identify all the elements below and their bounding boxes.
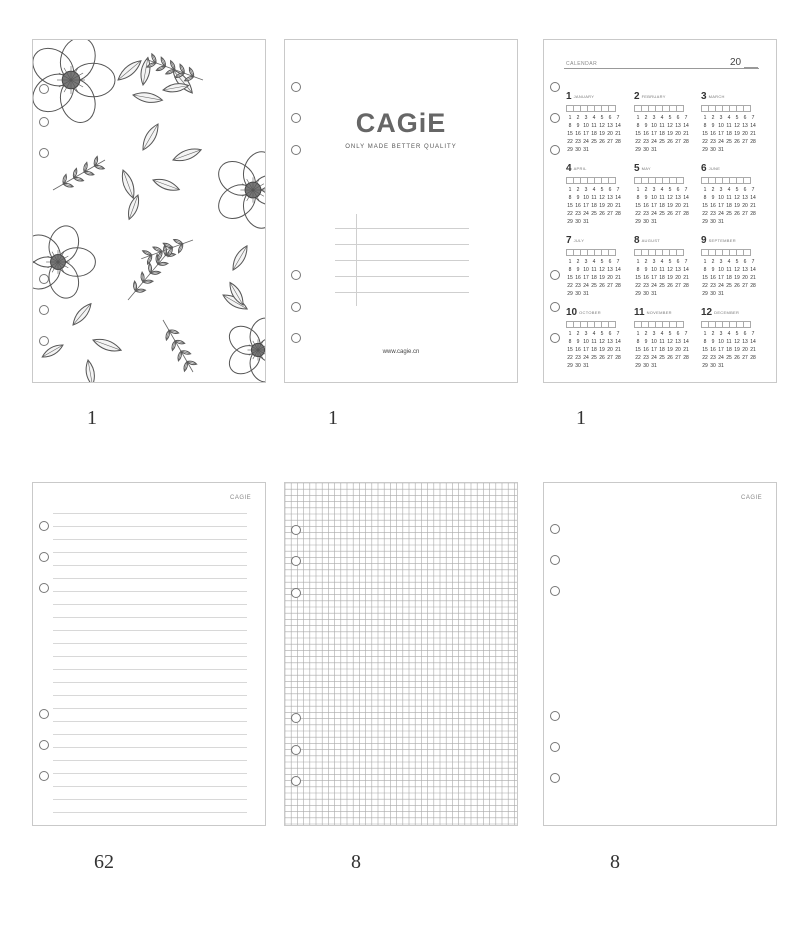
- calendar-month: 12 DECEMBER 1 2 3 4 5 6 7 8 9 10 11 12 13 14 15 16 17 18 19 20 21 22 23 24 25 26 27 28 29 30 31: [701, 307, 756, 369]
- calendar-header-label: CALENDAR: [566, 61, 598, 67]
- count-brand-cover: 1: [328, 407, 338, 429]
- month-number: 9: [701, 235, 707, 246]
- binder-hole-icon: [550, 333, 560, 343]
- binder-hole-icon: [39, 305, 49, 315]
- binder-hole-icon: [550, 773, 560, 783]
- binder-hole-icon: [550, 524, 560, 534]
- month-number: 7: [566, 235, 572, 246]
- month-name: FEBRUARY: [641, 94, 666, 99]
- month-number: 12: [701, 307, 713, 318]
- lined-page: [32, 482, 266, 826]
- binder-hole-icon: [550, 270, 560, 280]
- binder-hole-icon: [291, 270, 301, 280]
- calendar-month: 10 OCTOBER 1 2 3 4 5 6 7 8 9 10 11 12 13 14 15 16 17 18 19 20 21 22 23 24 25 26 27 28 29 30 31: [566, 307, 621, 369]
- calendar-month: 1 JANUARY 1 2 3 4 5 6 7 8 9 10 11 12 13 14 15 16 17 18 19 20 21 22 23 24 25 26 27 28 29 30 31: [566, 91, 621, 153]
- month-number: 5: [634, 163, 640, 174]
- count-grid: 8: [351, 851, 361, 873]
- binder-hole-icon: [291, 776, 301, 786]
- binder-hole-icon: [550, 555, 560, 565]
- floral-cover-page: [32, 39, 266, 383]
- calendar-month: 6 JUNE 1 2 3 4 5 6 7 8 9 10 11 12 13 14 15 16 17 18 19 20 21 22 23 24 25 26 27 28 29 30 31: [701, 163, 756, 225]
- binder-hole-icon: [550, 711, 560, 721]
- month-name: OCTOBER: [579, 310, 601, 315]
- month-name: MARCH: [708, 94, 725, 99]
- binder-hole-icon: [550, 82, 560, 92]
- month-number: 4: [566, 163, 572, 174]
- binder-hole-icon: [39, 583, 49, 593]
- calendar-month: 3 MARCH 1 2 3 4 5 6 7 8 9 10 11 12 13 14 15 16 17 18 19 20 21 22 23 24 25 26 27 28 29 30 31: [701, 91, 756, 153]
- binder-hole-icon: [39, 84, 49, 94]
- month-number: 10: [566, 307, 578, 318]
- month-name: NOVEMBER: [646, 310, 672, 315]
- month-name: JUNE: [708, 166, 721, 171]
- binder-hole-icon: [39, 336, 49, 346]
- grid-pattern: [285, 483, 518, 826]
- month-number: 6: [701, 163, 707, 174]
- floral-illustration: [33, 40, 266, 383]
- month-number: 2: [634, 91, 640, 102]
- binder-hole-icon: [39, 521, 49, 531]
- month-name: MAY: [641, 166, 651, 171]
- binder-hole-icon: [39, 771, 49, 781]
- count-lined: 62: [94, 851, 114, 873]
- count-floral-cover: 1: [87, 407, 97, 429]
- website-url: www.cagie.cn: [382, 349, 420, 355]
- calendar-month: 9 SEPTEMBER 1 2 3 4 5 6 7 8 9 10 11 12 13 14 15 16 17 18 19 20 21 22 23 24 25 26 27 28 29 30 31: [701, 235, 756, 297]
- calendar-month: 2 FEBRUARY 1 2 3 4 5 6 7 8 9 10 11 12 13 14 15 16 17 18 19 20 21 22 23 24 25 26 27 28 29 30 31: [634, 91, 689, 153]
- binder-hole-icon: [291, 556, 301, 566]
- binder-hole-icon: [550, 113, 560, 123]
- calendar-month: 11 NOVEMBER 1 2 3 4 5 6 7 8 9 10 11 12 13 14 15 16 17 18 19 20 21 22 23 24 25 26 27 28 29 30 31: [634, 307, 689, 369]
- binder-hole-icon: [39, 148, 49, 158]
- binder-hole-icon: [39, 709, 49, 719]
- binder-hole-icon: [291, 713, 301, 723]
- calendar-page: [543, 39, 777, 383]
- binder-hole-icon: [291, 333, 301, 343]
- month-number: 8: [634, 235, 640, 246]
- calendar-year: 20: [730, 57, 742, 68]
- month-name: AUGUST: [641, 238, 661, 243]
- binder-hole-icon: [550, 302, 560, 312]
- month-number: 1: [566, 91, 572, 102]
- binder-hole-icon: [550, 742, 560, 752]
- binder-hole-icon: [550, 586, 560, 596]
- brand-logo: CAGiE: [355, 108, 447, 138]
- count-calendar: 1: [576, 407, 586, 429]
- calendar-month: 5 MAY 1 2 3 4 5 6 7 8 9 10 11 12 13 14 15 16 17 18 19 20 21 22 23 24 25 26 27 28 29 30 31: [634, 163, 689, 225]
- calendar-month: 8 AUGUST 1 2 3 4 5 6 7 8 9 10 11 12 13 14 15 16 17 18 19 20 21 22 23 24 25 26 27 28 29 30 31: [634, 235, 689, 297]
- binder-hole-icon: [291, 82, 301, 92]
- binder-hole-icon: [39, 740, 49, 750]
- binder-hole-icon: [291, 525, 301, 535]
- binder-hole-icon: [39, 274, 49, 284]
- calendar-month: 7 JULY 1 2 3 4 5 6 7 8 9 10 11 12 13 14 15 16 17 18 19 20 21 22 23 24 25 26 27 28 29 30 31: [566, 235, 621, 297]
- calendar-month: 4 APRIL 1 2 3 4 5 6 7 8 9 10 11 12 13 14 15 16 17 18 19 20 21 22 23 24 25 26 27 28 29 30 31: [566, 163, 621, 225]
- brand-tagline: ONLY MADE BETTER QUALITY: [345, 144, 457, 150]
- page-brand: CAGIE: [741, 495, 763, 501]
- month-number: 3: [701, 91, 707, 102]
- page-brand: CAGIE: [230, 495, 252, 501]
- binder-hole-icon: [39, 552, 49, 562]
- month-name: JULY: [573, 238, 585, 243]
- blank-page: [543, 482, 777, 826]
- binder-hole-icon: [291, 745, 301, 755]
- month-name: SEPTEMBER: [708, 238, 736, 243]
- binder-hole-icon: [291, 588, 301, 598]
- binder-hole-icon: [291, 302, 301, 312]
- brand-cover-page: [284, 39, 518, 383]
- month-name: APRIL: [573, 166, 587, 171]
- binder-hole-icon: [550, 145, 560, 155]
- grid-page: [284, 482, 518, 826]
- month-name: JANUARY: [573, 94, 595, 99]
- month-number: 11: [634, 307, 645, 318]
- binder-hole-icon: [39, 117, 49, 127]
- month-name: DECEMBER: [714, 310, 740, 315]
- count-blank: 8: [610, 851, 620, 873]
